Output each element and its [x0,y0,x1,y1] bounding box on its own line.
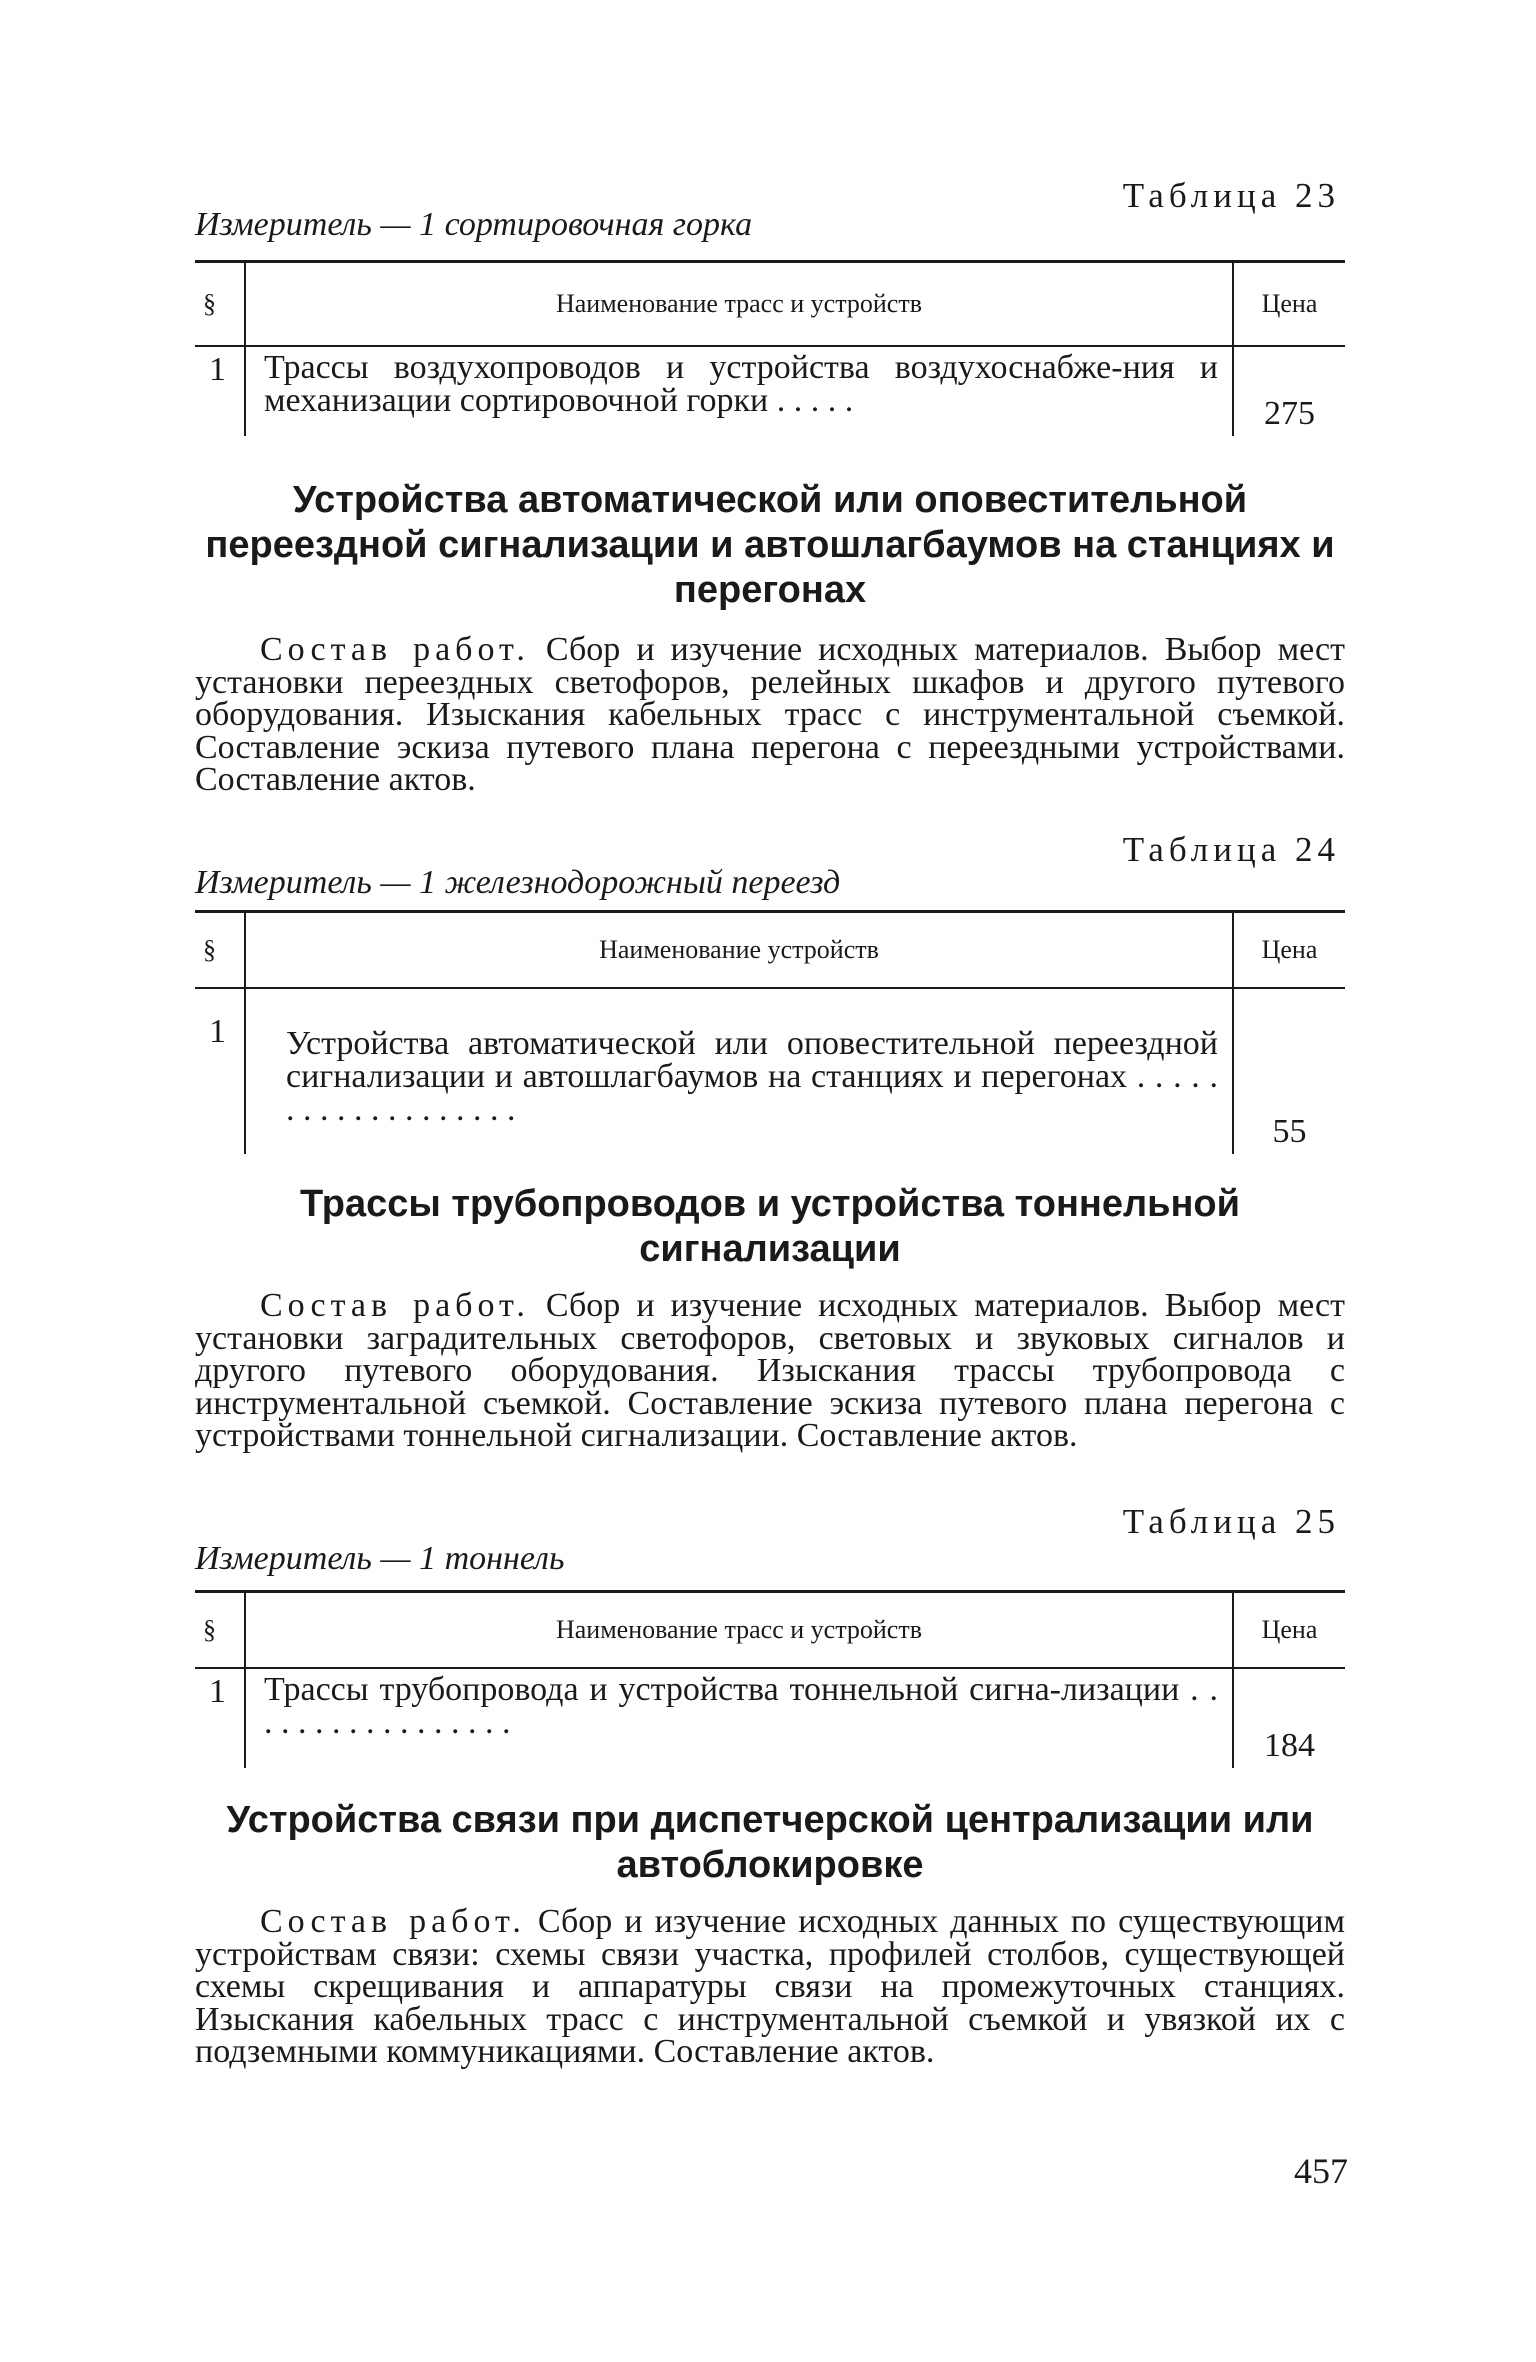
section-heading: Устройства автоматической или оповестительной переездной сигнализации и автошлагбаумов на станциях и перегонах [205,479,1335,611]
composition-text: Сбор и изучение исходных материалов. Выбор мест установки заградительных светофоров, световых и звуковых сигналов и другого путевого оборудования. Изыскания трассы трубопровода с инструментальной съемкой. Составление эскиза путевого плана перегона с устройствами тоннельной сигнализации. Составление актов. [195,1287,1345,1454]
table-caption: Таблица 23 [1122,176,1340,215]
row-price: 55 [1233,988,1345,1154]
price-table [195,910,1345,1154]
row-number: 1 [209,350,226,388]
composition-paragraph [195,1287,1345,1454]
section-heading: Трассы трубопроводов и устройства тоннельной сигнализации [299,1183,1241,1270]
table-meter: Измеритель — 1 сортировочная горка [195,206,753,243]
composition-label: Состав работ. [260,1287,530,1324]
row-price: 275 [1233,346,1345,436]
section-heading: Устройства связи при диспетчерской централизации или автоблокировке [226,1799,1314,1886]
row-name: Устройства автоматической или оповестительной переездной сигнализации и автошлагбаумов на станциях и перегонах . . . . . . . . . . . . . . . . . . . [245,988,1233,1154]
page-number: 457 [1294,2151,1348,2191]
column-header-price: Цена [1233,1592,1345,1668]
price-table [195,1590,1345,1768]
column-header-section: § [195,1592,245,1668]
column-header-name: Наименование трасс и устройств [245,262,1233,346]
column-header-section: § [195,912,245,988]
column-header-name: Наименование трасс и устройств [245,1592,1233,1668]
table-caption: Таблица 25 [1122,1502,1340,1541]
row-name: Трассы трубопровода и устройства тоннельной сигна-лизации . . . . . . . . . . . . . . . . . [245,1668,1233,1768]
row-price: 184 [1233,1668,1345,1768]
composition-paragraph [195,631,1345,798]
row-number: 1 [209,1012,226,1050]
column-header-price: Цена [1233,912,1345,988]
table-meter: Измеритель — 1 железнодорожный переезд [195,864,841,901]
row-number: 1 [209,1672,226,1710]
column-header-name: Наименование устройств [245,912,1233,988]
table-meter: Измеритель — 1 тоннель [195,1540,565,1577]
table-caption: Таблица 24 [1122,830,1340,869]
table-row [195,1668,1345,1768]
table-row [195,346,1345,436]
column-header-section: § [195,262,245,346]
composition-paragraph [195,1903,1346,2070]
composition-label: Состав работ. [260,1903,526,1940]
row-name: Трассы воздухопроводов и устройства воздухоснабже-ния и механизации сортировочной горки . . . . . [245,346,1233,436]
composition-label: Состав работ. [260,631,530,668]
column-header-price: Цена [1233,262,1345,346]
composition-text: Сбор и изучение исходных материалов. Выбор мест установки переездных светофоров, релейных шкафов и другого путевого оборудования. Изыскания кабельных трасс с инструментальной съемкой. Составление эскиза путевого плана перегона с переездными устройствами. Составление актов. [195,631,1345,798]
composition-text: Сбор и изучение исходных данных по существующим устройствам связи: схемы связи участка, профилей столбов, существующей схемы скрещивания и аппаратуры связи на промежуточных станциях. Изыскания кабельных трасс с инструментальной съемкой и увязкой их с подземными коммуникациями. Составление актов. [195,1903,1346,2070]
table-row [195,988,1345,1154]
price-table [195,260,1345,436]
